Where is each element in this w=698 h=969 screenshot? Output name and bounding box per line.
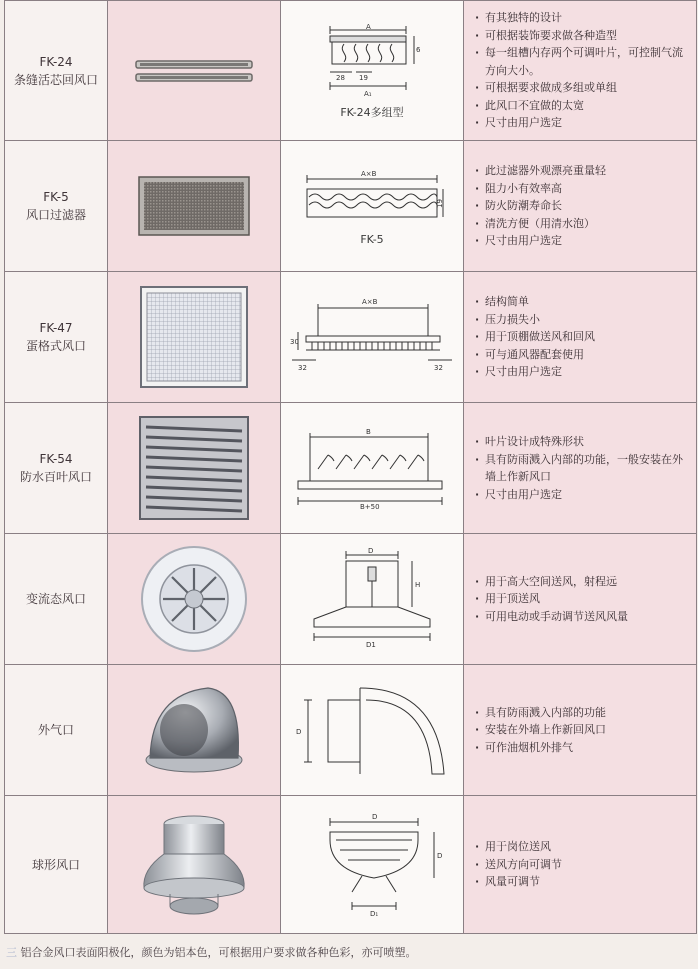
dim-label: D bbox=[437, 851, 443, 860]
product-name: 蛋格式风口 bbox=[25, 339, 86, 353]
feature-item: · 压力损失小 bbox=[474, 311, 692, 329]
feature-item: · 此风口不宜做的太宽 bbox=[474, 97, 692, 115]
drawing-caption: FK-5 bbox=[360, 232, 384, 246]
feature-item: · 用于高大空间送风，射程远 bbox=[474, 573, 692, 591]
fk54-section-drawing bbox=[288, 425, 456, 511]
drawing-cell bbox=[281, 403, 464, 534]
drawing-cell bbox=[281, 796, 464, 934]
name-cell bbox=[5, 796, 108, 934]
filter-grille-icon bbox=[138, 176, 250, 236]
drawing-cell bbox=[281, 272, 464, 403]
table-row bbox=[5, 534, 697, 665]
photo-cell bbox=[108, 272, 281, 403]
feature-item: · 结构简单 bbox=[474, 293, 692, 311]
name-cell bbox=[5, 141, 108, 272]
feature-item: · 尺寸由用户选定 bbox=[474, 486, 692, 504]
product-name: 条缝活芯回风口 bbox=[13, 72, 98, 87]
feature-item: · 阻力小有效率高 bbox=[474, 180, 692, 198]
product-name: 防水百叶风口 bbox=[19, 470, 92, 484]
outdoor-vent-section-drawing bbox=[288, 678, 456, 782]
dim-label: 30 bbox=[290, 338, 299, 346]
drawing-cell bbox=[281, 141, 464, 272]
feature-item: · 风量可调节 bbox=[474, 873, 692, 891]
spherical-section-drawing bbox=[288, 810, 456, 920]
feature-list bbox=[464, 573, 696, 626]
feature-item: · 可与通风器配套使用 bbox=[474, 346, 692, 364]
weather-hood-icon bbox=[138, 680, 250, 780]
feature-item: · 此过滤器外观漂亮重量轻 bbox=[474, 162, 692, 180]
feature-item: · 用于顶送风 bbox=[474, 590, 692, 608]
dim-label: A×B bbox=[362, 298, 378, 306]
feature-list bbox=[464, 293, 696, 381]
features-cell bbox=[464, 272, 697, 403]
dim-label: 32 bbox=[298, 364, 307, 372]
feature-item: · 叶片设计成特殊形状 bbox=[474, 433, 692, 451]
dim-label: D bbox=[368, 547, 374, 555]
drawing-cell bbox=[281, 1, 464, 141]
name-cell bbox=[5, 665, 108, 796]
feature-item: · 可作油烟机外排气 bbox=[474, 739, 692, 757]
product-table bbox=[4, 0, 697, 934]
swirl-diffuser-icon bbox=[139, 544, 249, 654]
name-cell bbox=[5, 272, 108, 403]
dim-label: 32 bbox=[434, 364, 443, 372]
name-cell bbox=[5, 403, 108, 534]
drawing-cell bbox=[281, 534, 464, 665]
fk24-section-drawing bbox=[322, 22, 422, 102]
dim-label: H bbox=[415, 581, 421, 589]
table-row bbox=[5, 796, 697, 934]
model-number: FK-24 bbox=[39, 54, 73, 69]
dim-label: A₁ bbox=[364, 89, 372, 98]
dim-label: B+50 bbox=[360, 503, 380, 511]
features-cell bbox=[464, 141, 697, 272]
footnote-text: 铝合金风口表面阳极化，颜色为铝本色，可根据用户要求做各种色彩，亦可喷塑。 bbox=[20, 946, 417, 959]
model-number: FK-47 bbox=[39, 321, 73, 335]
dim-label: D bbox=[296, 728, 302, 736]
dim-label: 19 bbox=[436, 198, 444, 208]
feature-item: · 安装在外墙上作新回风口 bbox=[474, 721, 692, 739]
feature-list bbox=[464, 704, 696, 757]
fk47-section-drawing bbox=[288, 292, 456, 382]
feature-item: · 具有防雨溅入内部的功能，一般安装在外墙上作新风口 bbox=[474, 451, 692, 486]
product-name: 风口过滤器 bbox=[25, 208, 86, 222]
table-row bbox=[5, 272, 697, 403]
feature-list bbox=[464, 838, 696, 891]
product-name: 球形风口 bbox=[31, 857, 80, 872]
table-row bbox=[5, 665, 697, 796]
drawing-caption: FK-24多组型 bbox=[340, 105, 404, 119]
dim-label: 28 bbox=[336, 73, 345, 82]
photo-cell bbox=[108, 796, 281, 934]
eggcrate-grille-icon bbox=[139, 285, 249, 389]
features-cell bbox=[464, 403, 697, 534]
feature-item: · 每一组槽内存两个可调叶片，可控制气流方向大小。 bbox=[474, 44, 692, 79]
drawing-cell bbox=[281, 665, 464, 796]
product-name: 变流态风口 bbox=[25, 592, 86, 606]
dim-label: D bbox=[372, 812, 378, 821]
fk5-section-drawing bbox=[297, 167, 447, 231]
feature-item: · 防火防潮寿命长 bbox=[474, 197, 692, 215]
table-row bbox=[5, 141, 697, 272]
features-cell bbox=[464, 796, 697, 934]
table-row bbox=[5, 403, 697, 534]
feature-item: · 送风方向可调节 bbox=[474, 856, 692, 874]
feature-item: · 用于岗位送风 bbox=[474, 838, 692, 856]
photo-cell bbox=[108, 534, 281, 665]
features-cell bbox=[464, 1, 697, 141]
feature-item: · 清洗方便（用清水泡） bbox=[474, 215, 692, 233]
photo-cell bbox=[108, 1, 281, 141]
feature-item: · 尺寸由用户选定 bbox=[474, 114, 692, 132]
dim-label: D₁ bbox=[370, 909, 379, 918]
feature-item: · 尺寸由用户选定 bbox=[474, 363, 692, 381]
table-row bbox=[5, 1, 697, 141]
model-number: FK-5 bbox=[43, 190, 69, 204]
photo-cell bbox=[108, 403, 281, 534]
feature-item: · 可根据要求做成多组或单组 bbox=[474, 79, 692, 97]
dim-label: A bbox=[366, 22, 371, 31]
name-cell bbox=[5, 534, 108, 665]
dim-label: 6 bbox=[416, 45, 421, 54]
slot-diffuser-icon bbox=[134, 51, 254, 91]
footnote bbox=[6, 944, 692, 960]
feature-list bbox=[464, 162, 696, 250]
feature-list bbox=[464, 433, 696, 503]
photo-cell bbox=[108, 141, 281, 272]
feature-item: · 有其独特的设计 bbox=[474, 9, 692, 27]
variable-flow-section-drawing bbox=[288, 547, 456, 651]
features-cell bbox=[464, 534, 697, 665]
footnote-mark: 三 bbox=[6, 946, 17, 959]
feature-item: · 可用电动或手动调节送风风量 bbox=[474, 608, 692, 626]
product-name: 外气口 bbox=[37, 723, 74, 737]
photo-cell bbox=[108, 665, 281, 796]
feature-item: · 可根据装饰要求做各种造型 bbox=[474, 27, 692, 45]
features-cell bbox=[464, 665, 697, 796]
feature-item: · 尺寸由用户选定 bbox=[474, 232, 692, 250]
dim-label: D1 bbox=[366, 641, 376, 649]
dim-label: A×B bbox=[361, 169, 377, 178]
feature-item: · 具有防雨溅入内部的功能 bbox=[474, 704, 692, 722]
feature-item: · 用于顶棚做送风和回风 bbox=[474, 328, 692, 346]
name-cell bbox=[5, 1, 108, 141]
dim-label: B bbox=[366, 428, 371, 436]
feature-list bbox=[464, 9, 696, 132]
spherical-nozzle-icon bbox=[138, 810, 250, 920]
model-number: FK-54 bbox=[39, 452, 73, 466]
dim-label: 19 bbox=[359, 73, 368, 82]
louver-grille-icon bbox=[138, 415, 250, 521]
